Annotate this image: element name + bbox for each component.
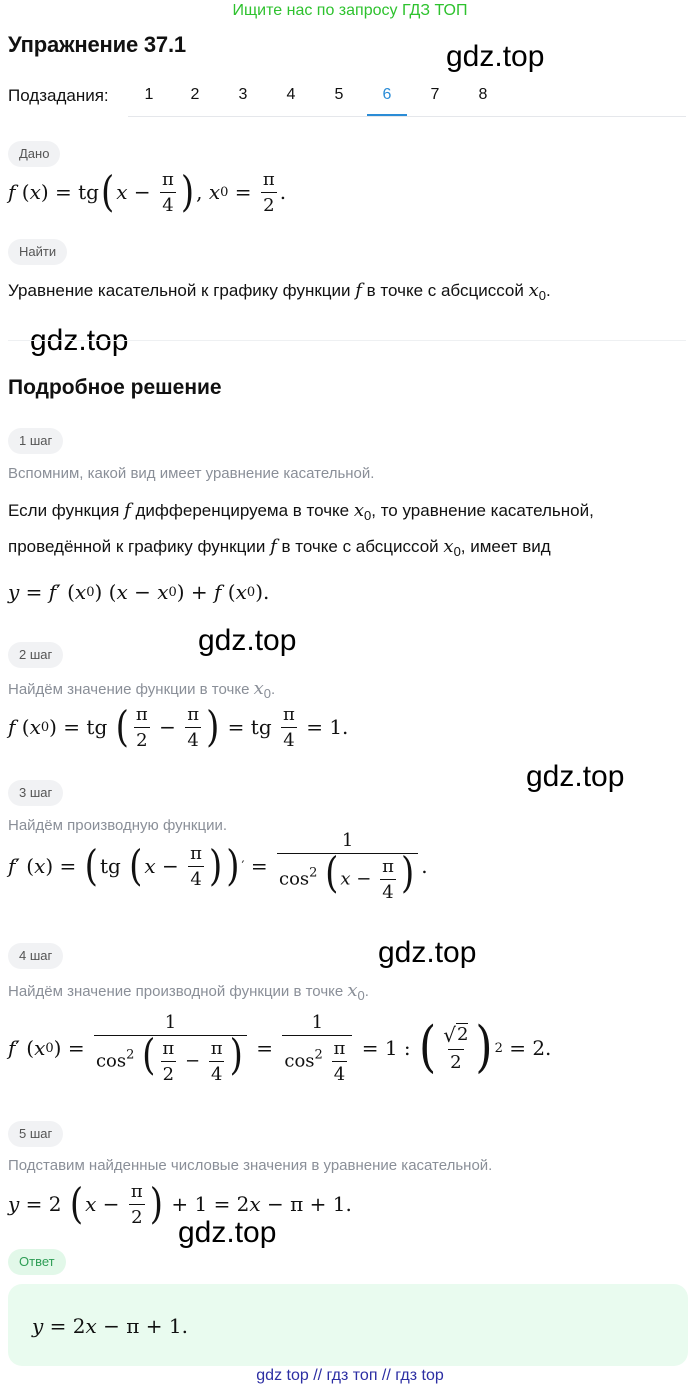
watermark: gdz.top <box>446 40 545 73</box>
watermark: gdz.top <box>526 760 625 793</box>
subtasks-label: Подзадания: <box>8 86 109 105</box>
given-formula: f ( x ) = tg ( x − $\frac{\pi}{4}$ ) , x 0 = $\frac{\pi}{2}$ . <box>8 167 287 217</box>
step-hint: Вспомним, какой вид имеет уравнение касательной. <box>8 465 375 482</box>
step-text: Если функция f дифференцируема в точке $x_0$, то уравнение касательной, <box>8 500 594 523</box>
watermark: gdz.top <box>30 324 129 357</box>
tab-7[interactable]: 7 <box>430 86 440 103</box>
tab-1[interactable]: 1 <box>144 86 154 103</box>
subtask-tabs <box>128 76 686 117</box>
exercise-title: Упражнение 37.1 <box>8 32 186 57</box>
step4-formula: f ′ ( x 0 ) = 1 $\cos^2$ ( $\frac{\pi}{2}$ − $\frac{\pi}{4}$ ) = 1 $\cos^2$ $\frac{\pi}{4}$ = 1 : ( √ 2 2 ) 2 = 2. <box>8 1011 552 1085</box>
step-hint: Найдём значение функции в точке x0. <box>8 678 276 701</box>
step-hint: Найдём значение производной функции в точке x0. <box>8 980 369 1003</box>
step-chip: 4 шаг <box>8 943 63 969</box>
step3-formula: f ′ ( x ) = ( tg ( x − $\frac{\pi}{4}$ ) ) ′ = 1 $\cos^2$ ( x − $\frac{\pi}{4}$ ) . <box>8 829 428 903</box>
find-chip: Найти <box>8 239 67 265</box>
tab-8[interactable]: 8 <box>478 86 488 103</box>
step-chip: 1 шаг <box>8 428 63 454</box>
watermark: gdz.top <box>198 624 297 657</box>
tab-4[interactable]: 4 <box>286 86 296 103</box>
answer-box <box>8 1284 688 1366</box>
find-text: Уравнение касательной к графику функции f в точке с абсциссой $x_0$. <box>8 280 551 303</box>
step-chip: 3 шаг <box>8 780 63 806</box>
step5-formula: y = 2 ( x − $\frac{\pi}{2}$ ) + 1 = 2 x − π + 1. <box>8 1179 352 1229</box>
bottom-links[interactable]: gdz top // гдз топ // гдз top <box>256 1367 444 1384</box>
step-hint: Подставим найденные числовые значения в уравнение касательной. <box>8 1157 493 1174</box>
step-chip: 5 шаг <box>8 1121 63 1147</box>
tab-6[interactable]: 6 <box>367 76 407 116</box>
tangent-formula: y = f ′ ( x 0 ) ( x − x 0 ) + f ( x 0 ). <box>8 580 270 604</box>
given-chip: Дано <box>8 141 60 167</box>
divider <box>8 340 686 341</box>
step-text: проведённой к графику функции f в точке с абсциссой $x_0$, имеет вид <box>8 536 551 559</box>
answer-chip: Ответ <box>8 1249 66 1275</box>
answer-formula: y = 2 x − π + 1. <box>32 1314 188 1338</box>
watermark: gdz.top <box>378 936 477 969</box>
step-hint: Найдём производную функции. <box>8 817 227 834</box>
step-chip: 2 шаг <box>8 642 63 668</box>
search-banner[interactable]: Ищите нас по запросу ГДЗ ТОП <box>232 2 468 19</box>
tab-2[interactable]: 2 <box>190 86 200 103</box>
step2-formula: f ( x 0 ) = tg ( $\frac{\pi}{2}$ − $\frac{\pi}{4}$ ) = tg $\frac{\pi}{4}$ = 1. <box>8 702 349 752</box>
tab-3[interactable]: 3 <box>238 86 248 103</box>
watermark: gdz.top <box>178 1216 277 1249</box>
section-title: Подробное решение <box>8 376 222 399</box>
tab-5[interactable]: 5 <box>334 86 344 103</box>
